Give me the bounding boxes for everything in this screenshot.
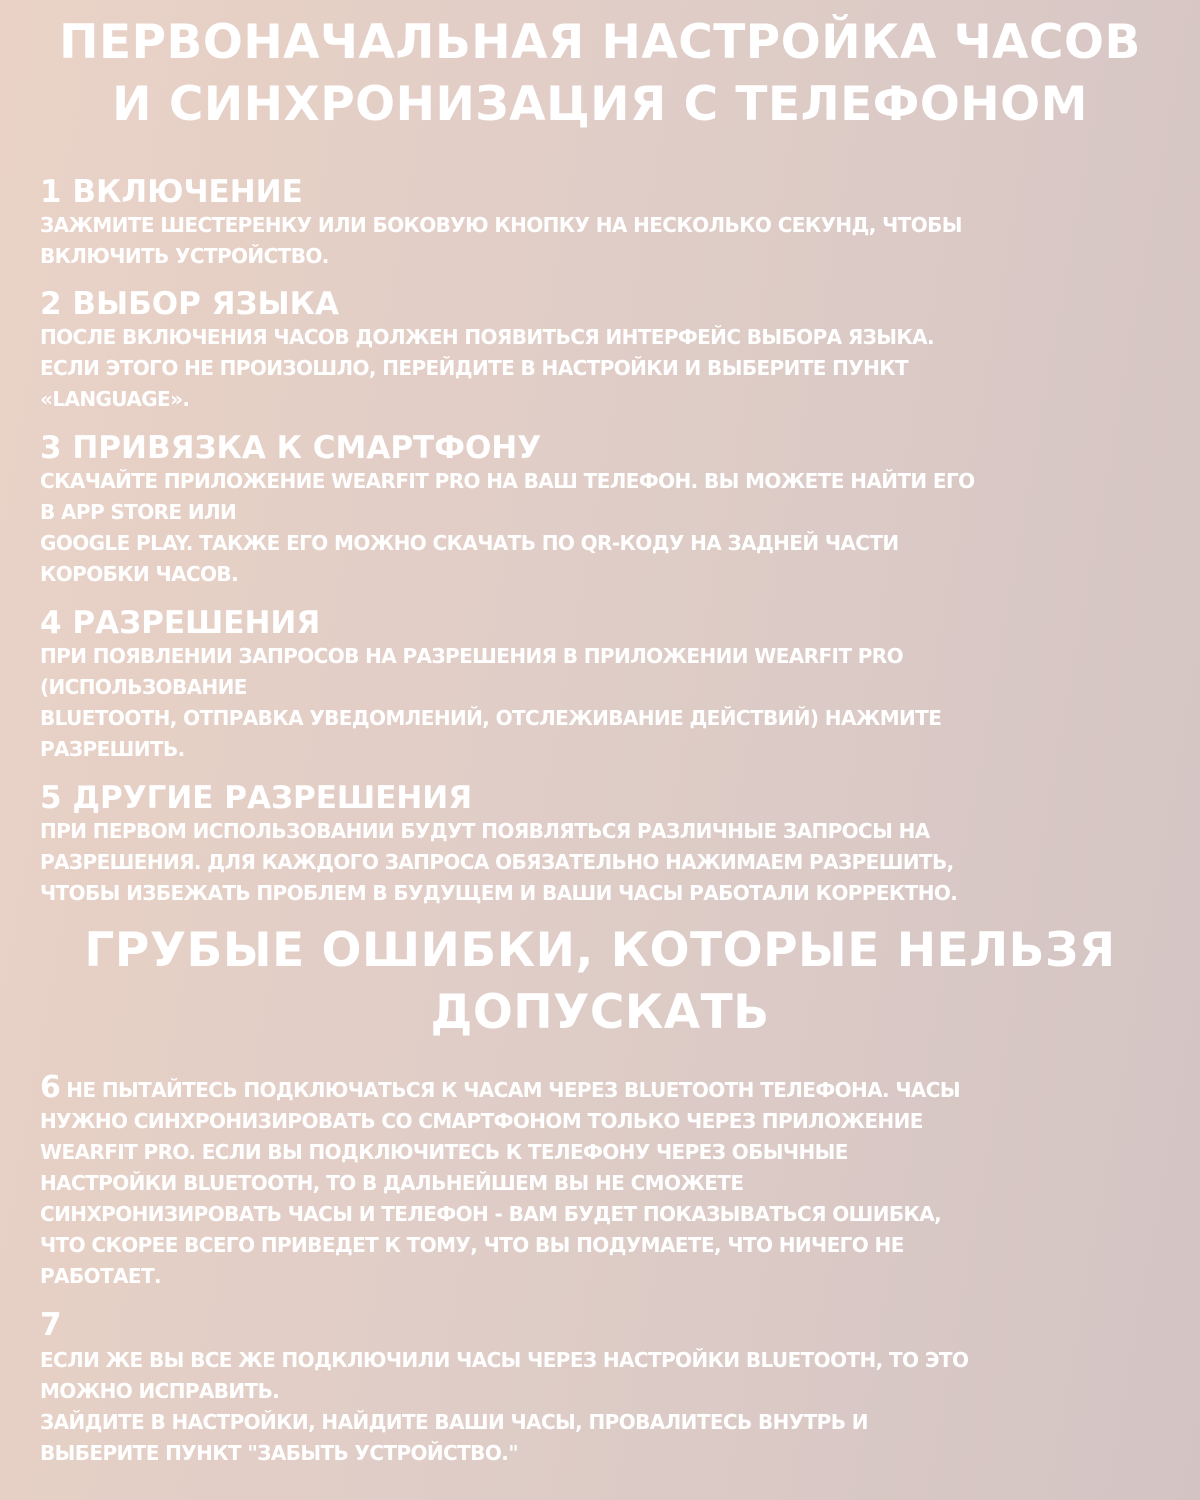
section-other-permissions [40, 780, 1175, 909]
text-line: ЕСЛИ ЖЕ ВЫ ВСЕ ЖЕ ПОДКЛЮЧИЛИ ЧАСЫ ЧЕРЕЗ НАСТРОЙКИ BLUETOOTH, ТО ЭТО [40, 1348, 969, 1372]
section-text [40, 816, 1175, 909]
error-fix-forget-device [40, 1305, 1175, 1469]
text-line: WEARFIT PRO. ЕСЛИ ВЫ ПОДКЛЮЧИТЕСЬ К ТЕЛЕФОНУ ЧЕРЕЗ ОБЫЧНЫЕ [40, 1140, 848, 1164]
text-line: ПРИ ПОЯВЛЕНИИ ЗАПРОСОВ НА РАЗРЕШЕНИЯ В ПРИЛОЖЕНИИ WEARFIT PRO [40, 644, 904, 668]
text-line: ЗАЙДИТЕ В НАСТРОЙКИ, НАЙДИТЕ ВАШИ ЧАСЫ, ПРОВАЛИТЕСЬ ВНУТРЬ И [40, 1410, 868, 1434]
section-power-on [40, 174, 1175, 272]
section-heading: 4 РАЗРЕШЕНИЯ [40, 605, 321, 641]
errors-title [20, 920, 1180, 1044]
section-heading: 2 ВЫБОР ЯЗЫКА [40, 286, 339, 322]
text-line: GOOGLE PLAY. ТАКЖЕ ЕГО МОЖНО СКАЧАТЬ ПО QR-КОДУ НА ЗАДНЕЙ ЧАСТИ [40, 531, 899, 555]
text-line: В APP STORE ИЛИ [40, 500, 237, 524]
text-line: ЗАЖМИТЕ ШЕСТЕРЕНКУ ИЛИ БОКОВУЮ КНОПКУ НА НЕСКОЛЬКО СЕКУНД, ЧТОБЫ [40, 213, 962, 237]
section-text [40, 1345, 1175, 1469]
text-line: ВКЛЮЧИТЬ УСТРОЙСТВО. [40, 244, 329, 268]
text-line: ПРИ ПЕРВОМ ИСПОЛЬЗОВАНИИ БУДУТ ПОЯВЛЯТЬСЯ РАЗЛИЧНЫЕ ЗАПРОСЫ НА [40, 819, 930, 843]
text-line: РАБОТАЕТ. [40, 1264, 162, 1288]
text-line: ВЫБЕРИТЕ ПУНКТ "ЗАБЫТЬ УСТРОЙСТВО." [40, 1441, 519, 1465]
section-language [40, 286, 1175, 415]
page-title-line-2: И СИНХРОНИЗАЦИЯ С ТЕЛЕФОНОМ [112, 77, 1088, 132]
error-bluetooth-direct [40, 1072, 1175, 1292]
text-line: СИНХРОНИЗИРОВАТЬ ЧАСЫ И ТЕЛЕФОН - ВАМ БУДЕТ ПОКАЗЫВАТЬСЯ ОШИБКА, [40, 1202, 942, 1226]
section-text [40, 466, 1175, 590]
text-line: НЕ ПЫТАЙТЕСЬ ПОДКЛЮЧАТЬСЯ К ЧАСАМ ЧЕРЕЗ BLUETOOTH ТЕЛЕФОНА. ЧАСЫ [66, 1078, 961, 1102]
text-line: ЕСЛИ ЭТОГО НЕ ПРОИЗОШЛО, ПЕРЕЙДИТЕ В НАСТРОЙКИ И ВЫБЕРИТЕ ПУНКТ [40, 356, 909, 380]
text-line: «LANGUAGE». [40, 387, 190, 411]
text-line: ПОСЛЕ ВКЛЮЧЕНИЯ ЧАСОВ ДОЛЖЕН ПОЯВИТЬСЯ ИНТЕРФЕЙС ВЫБОРА ЯЗЫКА. [40, 325, 935, 349]
errors-title-line-2: ДОПУСКАТЬ [430, 985, 770, 1040]
errors-title-line-1: ГРУБЫЕ ОШИБКИ, КОТОРЫЕ НЕЛЬЗЯ [84, 923, 1116, 978]
section-text [40, 1072, 1175, 1292]
error-number: 6 [40, 1070, 61, 1105]
page-title-line-1: ПЕРВОНАЧАЛЬНАЯ НАСТРОЙКА ЧАСОВ [59, 15, 1141, 70]
section-smartphone-pairing [40, 430, 1175, 590]
text-line: РАЗРЕШЕНИЯ. ДЛЯ КАЖДОГО ЗАПРОСА ОБЯЗАТЕЛЬНО НАЖИМАЕМ РАЗРЕШИТЬ, [40, 850, 954, 874]
page-title [20, 12, 1180, 136]
section-text [40, 322, 1175, 415]
text-line: МОЖНО ИСПРАВИТЬ. [40, 1379, 280, 1403]
section-permissions [40, 605, 1175, 765]
section-text [40, 641, 1175, 765]
text-line: СКАЧАЙТЕ ПРИЛОЖЕНИЕ WEARFIT PRO НА ВАШ ТЕЛЕФОН. ВЫ МОЖЕТЕ НАЙТИ ЕГО [40, 469, 975, 493]
text-line: ЧТО СКОРЕЕ ВСЕГО ПРИВЕДЕТ К ТОМУ, ЧТО ВЫ ПОДУМАЕТЕ, ЧТО НИЧЕГО НЕ [40, 1233, 904, 1257]
section-text [40, 210, 1175, 272]
text-line: ЧТОБЫ ИЗБЕЖАТЬ ПРОБЛЕМ В БУДУЩЕМ И ВАШИ ЧАСЫ РАБОТАЛИ КОРРЕКТНО. [40, 881, 958, 905]
text-line: BLUETOOTH, ОТПРАВКА УВЕДОМЛЕНИЙ, ОТСЛЕЖИВАНИЕ ДЕЙСТВИЙ) НАЖМИТЕ [40, 706, 942, 730]
text-line: НАСТРОЙКИ BLUETOOTH, ТО В ДАЛЬНЕЙШЕМ ВЫ НЕ СМОЖЕТЕ [40, 1171, 744, 1195]
text-line: (ИСПОЛЬЗОВАНИЕ [40, 675, 247, 699]
text-line-first [40, 1072, 1175, 1106]
text-line: КОРОБКИ ЧАСОВ. [40, 562, 239, 586]
error-number: 7 [40, 1307, 62, 1343]
section-heading: 1 ВКЛЮЧЕНИЕ [40, 174, 303, 210]
text-line: РАЗРЕШИТЬ. [40, 737, 185, 761]
section-heading: 5 ДРУГИЕ РАЗРЕШЕНИЯ [40, 780, 473, 816]
text-line: НУЖНО СИНХРОНИЗИРОВАТЬ СО СМАРТФОНОМ ТОЛЬКО ЧЕРЕЗ ПРИЛОЖЕНИЕ [40, 1109, 923, 1133]
section-heading: 3 ПРИВЯЗКА К СМАРТФОНУ [40, 430, 542, 466]
